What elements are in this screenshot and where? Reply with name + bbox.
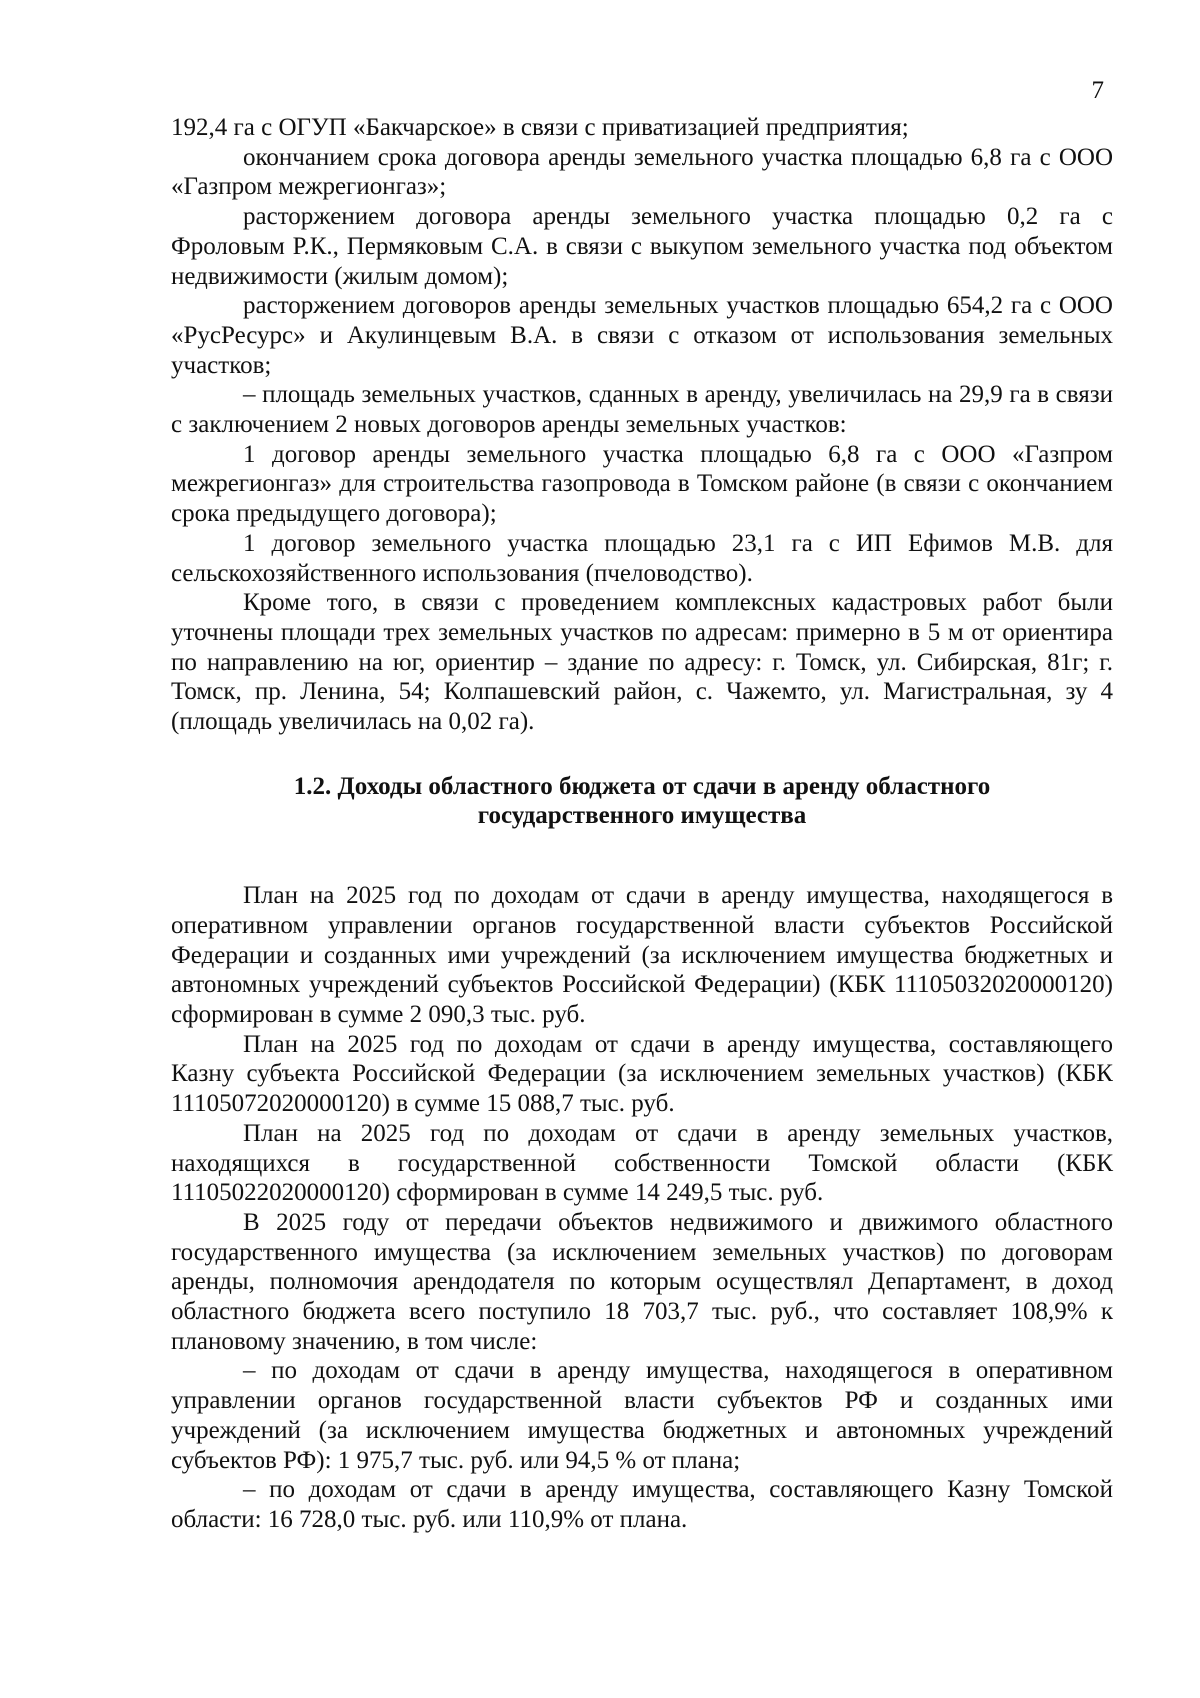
paragraph: План на 2025 год по доходам от сдачи в аренду имущества, составляющего Казну субъекта Российской Федерации (за исключением земельных участков) (КБК 11105072020000120) в сумме 15 088,7 тыс. руб. bbox=[171, 1030, 1113, 1118]
paragraph: 1 договор земельного участка площадью 23,1 га с ИП Ефимов М.В. для сельскохозяйственного использования (пчеловодство). bbox=[171, 529, 1113, 587]
page-number: 7 bbox=[1091, 77, 1104, 104]
section-heading bbox=[171, 772, 1113, 831]
paragraph: План на 2025 год по доходам от сдачи в аренду земельных участков, находящихся в государственной собственности Томской области (КБК 11105022020000120) сформирован в сумме 14 249,5 тыс. руб. bbox=[171, 1119, 1113, 1207]
paragraph: расторжением договора аренды земельного участка площадью 0,2 га с Фроловым Р.К., Пермяковым С.А. в связи с выкупом земельного участка под объектом недвижимости (жилым домом); bbox=[171, 203, 1113, 290]
paragraph: окончанием срока договора аренды земельного участка площадью 6,8 га с ООО «Газпром межрегионгаз»; bbox=[171, 143, 1113, 201]
section-heading-line2: государственного имущества bbox=[477, 802, 807, 830]
top-paragraphs bbox=[171, 113, 1113, 737]
paragraph: План на 2025 год по доходам от сдачи в аренду имущества, находящегося в оперативном управлении органов государственной власти субъектов Российской Федерации и созданных ими учреждений (за исключением имущества бюджетных и автономных учреждений субъектов Российской Федерации) (КБК 11105032020000120) сформирован в сумме 2 090,3 тыс. руб. bbox=[171, 882, 1113, 1028]
paragraph: Кроме того, в связи с проведением комплексных кадастровых работ были уточнены площади трех земельных участков по адресам: примерно в 5 м от ориентира по направлению на юг, ориентир – здание по адресу: г. Томск, ул. Сибирская, 81г; г. Томск, пр. Ленина, 54; Колпашевский район, с. Чажемто, ул. Магистральная, зу 4 (площадь увеличилась на 0,02 га). bbox=[171, 589, 1113, 736]
bottom-paragraphs bbox=[171, 881, 1113, 1534]
paragraph: В 2025 году от передачи объектов недвижимого и движимого областного государственного имущества (за исключением земельных участков) по договорам аренды, полномочия арендодателя по которым осуществлял Департамент, в доход областного бюджета всего поступило 18 703,7 тыс. руб., что составляет 108,9% к плановому значению, в том числе: bbox=[171, 1208, 1113, 1355]
paragraph: 1 договор аренды земельного участка площадью 6,8 га с ООО «Газпром межрегионгаз» для строительства газопровода в Томском районе (в связи с окончанием срока предыдущего договора); bbox=[171, 440, 1113, 528]
paragraph: расторжением договоров аренды земельных участков площадью 654,2 га с ООО «РусРесурс» и Акулинцевым В.А. в связи с отказом от использования земельных участков; bbox=[171, 292, 1113, 379]
paragraph: – по доходам от сдачи в аренду имущества, находящегося в оперативном управлении органов государственной власти субъектов РФ и созданных ими учреждений (за исключением имущества бюджетных и автономных учреждений субъектов РФ): 1 975,7 тыс. руб. или 94,5 % от плана; bbox=[171, 1357, 1113, 1474]
paragraph: – площадь земельных участков, сданных в аренду, увеличилась на 29,9 га в связи с заключением 2 новых договоров аренды земельных участков: bbox=[171, 381, 1113, 439]
paragraph: – по доходам от сдачи в аренду имущества, составляющего Казну Томской области: 16 728,0 тыс. руб. или 110,9% от плана. bbox=[171, 1476, 1113, 1533]
paragraph: 192,4 га с ОГУП «Бакчарское» в связи с приватизацией предприятия; bbox=[171, 114, 909, 141]
document-body bbox=[171, 113, 1113, 1535]
section-heading-line1: 1.2. Доходы областного бюджета от сдачи в аренду областного bbox=[293, 772, 991, 800]
